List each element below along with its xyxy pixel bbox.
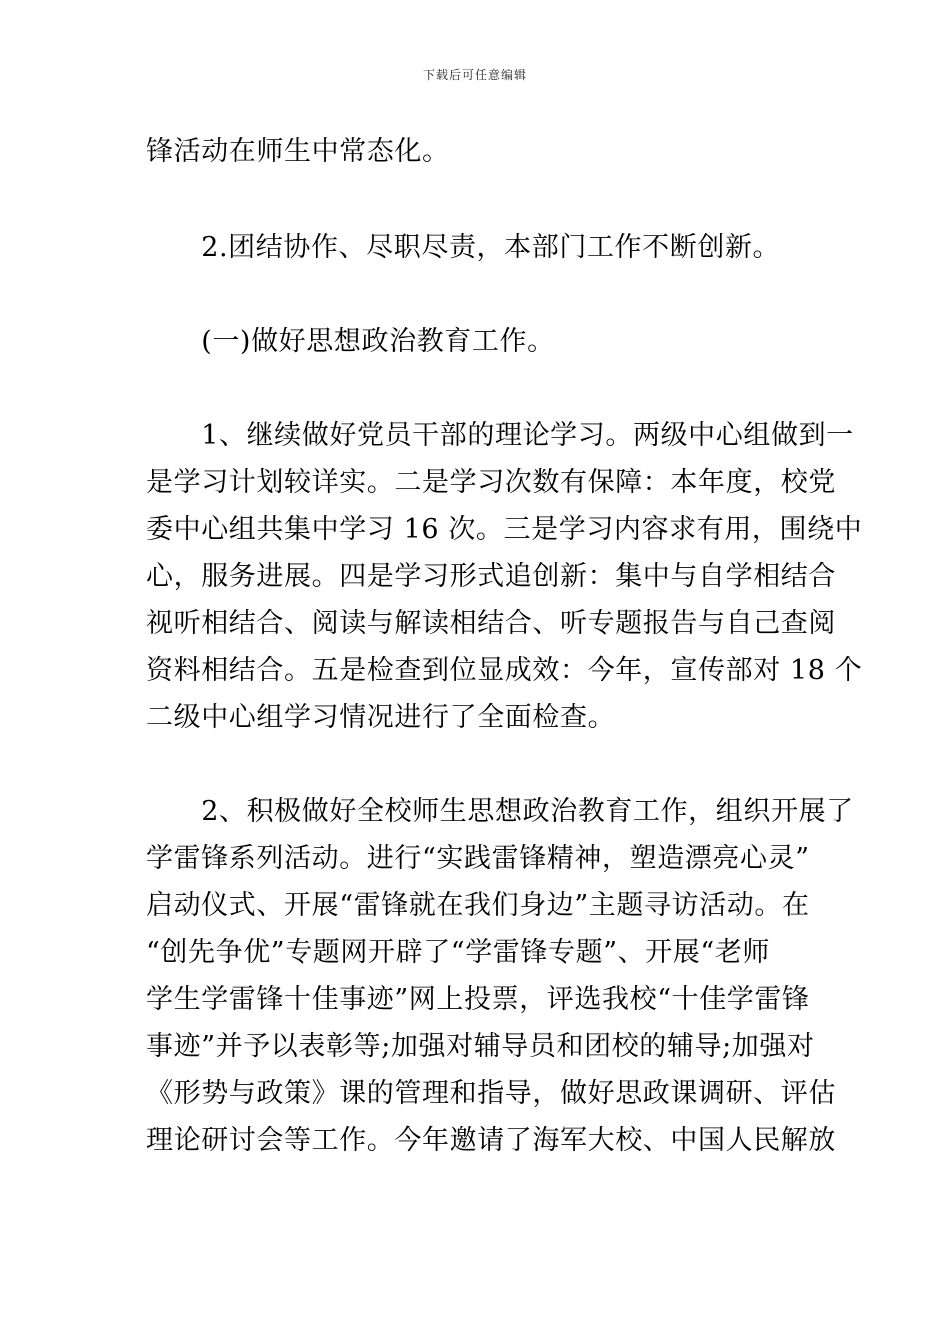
text-line: 2、积极做好全校师生思想政治教育工作，组织开展了 [146,796,854,827]
text-line: “创先争优”专题网开辟了“学雷锋专题”、开展“老师 [146,937,771,968]
text-line: 委中心组共集中学习 16 次。三是学习内容求有用，围绕中 [146,514,863,545]
text-line: 启动仪式、开展“雷锋就在我们身边”主题寻访活动。在 [146,890,810,921]
text-line: 锋活动在师生中常态化。 [146,136,450,167]
text-line: 1、继续做好党员干部的理论学习。两级中心组做到一 [146,420,854,451]
document-body [146,128,863,1164]
paragraph-continuation [146,128,808,175]
text-line: 是学习计划较详实。二是学习次数有保障：本年度，校党 [146,467,836,498]
text-line: 事迹”并予以表彰等;加强对辅导员和团校的辅导;加强对 [146,1031,815,1062]
text-line: 资料相结合。五是检查到位显成效：今年，宣传部对 18 个 [146,655,863,686]
text-line: 学生学雷锋十佳事迹”网上投票，评选我校“十佳学雷锋 [146,984,810,1015]
text-line: 学雷锋系列活动。进行“实践雷锋精神，塑造漂亮心灵” [146,843,810,874]
text-line: 《形势与政策》课的管理和指导，做好思政课调研、评估 [146,1078,836,1109]
paragraph-item-1 [146,412,863,741]
text-line: 心，服务进展。四是学习形式追创新：集中与自学相结合 [146,561,836,592]
text-line: (一)做好思想政治教育工作。 [146,326,555,357]
paragraph-section-2 [146,224,808,271]
paragraph-item-2 [146,788,854,1164]
text-line: 视听相结合、阅读与解读相结合、听专题报告与自己查阅 [146,608,836,639]
text-line: 二级中心组学习情况进行了全面检查。 [146,702,616,733]
text-line: 理论研讨会等工作。今年邀请了海军大校、中国人民解放 [146,1125,836,1156]
text-line: 2.团结协作、尽职尽责，本部门工作不断创新。 [146,232,781,263]
page-header: 下载后可任意编辑 [422,68,527,82]
paragraph-subsection-heading [146,318,808,365]
